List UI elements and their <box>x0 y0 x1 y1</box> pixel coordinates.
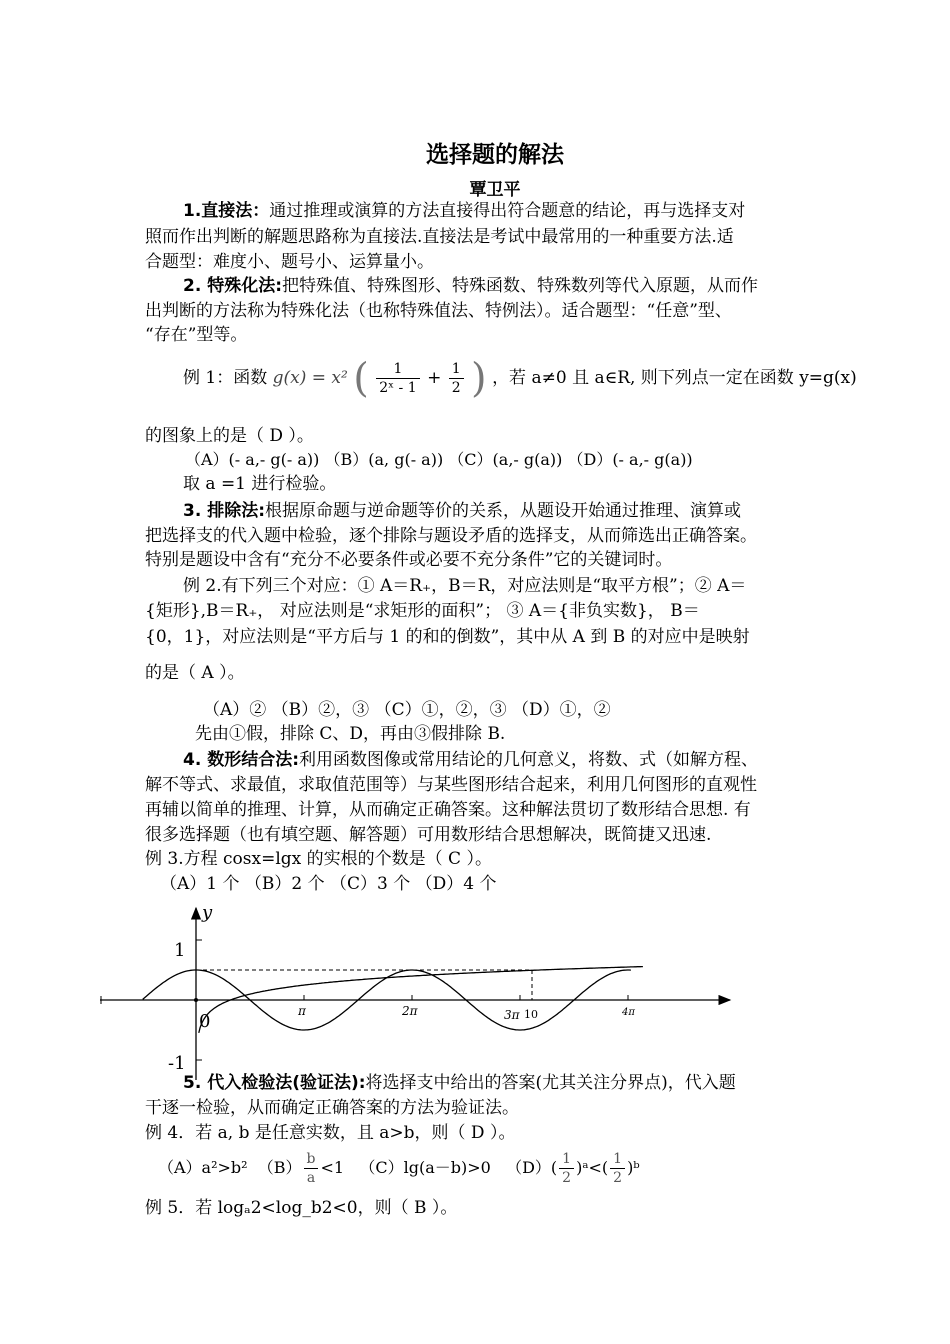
opt-d-frac1-num: 1 <box>559 1150 574 1169</box>
ex4-opt-d-mid: )ᵃ<( <box>576 1158 609 1177</box>
sec2-line1: 把特殊值、特殊图形、特殊函数、特殊数列等代入原题，从而作 <box>282 276 759 296</box>
sec5-heading: 5. 代入检验法(验证法): <box>183 1073 366 1093</box>
sec3-heading: 3. 排除法: <box>183 501 266 521</box>
frac2-den: 2 <box>451 380 461 396</box>
ex2-hint: 先由①假，排除 C、D，再由③假排除 B. <box>195 724 506 744</box>
left-paren: ( <box>353 355 369 402</box>
x-tick-label-2pi: 2π <box>402 1004 418 1018</box>
ex4-opt-c: （C）lg(a－b)>0 <box>359 1158 491 1177</box>
sec1-line1: 通过推理或演算的方法直接得出符合题意的结论，再与选择支对 <box>269 201 746 221</box>
ex2-line4: 的是（ A ）。 <box>145 663 245 683</box>
ex4-opt-b-suffix: <1 <box>320 1158 345 1177</box>
ex4-opt-d-frac1 <box>559 1150 574 1187</box>
y-tick-label-neg1: -1 <box>168 1053 186 1074</box>
ex1-line2: 的图象上的是（ D ）。 <box>145 426 314 446</box>
sec1-line2: 照而作出判断的解题思路称为直接法.直接法是考试中最常用的一种重要方法.适 <box>145 227 734 247</box>
ex4-opt-b-frac <box>304 1150 319 1187</box>
ex1-formula-lhs: g(x) = x² <box>272 368 348 388</box>
sec5-line1: 将选择支中给出的答案(尤其关注分界点)，代入题 <box>365 1073 736 1093</box>
ex4-options <box>158 1148 640 1188</box>
ex2-line3: {0，1}，对应法则是“平方后与 1 的和的倒数”，其中从 A 到 B 的对应中是映射 <box>145 627 750 647</box>
opt-d-frac2-num: 1 <box>610 1150 625 1169</box>
ex1-options: （A）(- a,- g(- a)) （B）(a, g(- a)) （C）(a,- g(a)) （D）(- a,- g(a)) <box>185 450 693 469</box>
origin-dot <box>194 998 198 1002</box>
x-tick-label-10: 10 <box>524 1008 538 1021</box>
ex5-line1: 例 5．若 logₐ2<log_b2<0，则（ B ）。 <box>145 1198 458 1218</box>
sec5-line2: 干逐一检验，从而确定正确答案的方法为验证法。 <box>145 1098 519 1118</box>
sec4-line1: 利用函数图像或常用结论的几何意义，将数、式（如解方程、 <box>299 750 759 770</box>
ex1-prefix: 例 1：函数 <box>183 368 268 388</box>
sec4-heading: 4. 数形结合法: <box>183 750 300 770</box>
ex1-hint: 取 a =1 进行检验。 <box>183 474 337 494</box>
frac1-den: 2ˣ - 1 <box>379 380 417 396</box>
sec2-line3: “存在”型等。 <box>145 325 248 345</box>
ex4-opt-b-prefix: （B） <box>257 1158 302 1177</box>
sec4-line4: 很多选择题（也有填空题、解答题）可用数形结合思想解决，既简捷又迅速. <box>145 825 712 845</box>
x-tick-label-pi: π <box>298 1004 306 1018</box>
opt-b-den: a <box>306 1170 316 1186</box>
opt-d-frac1-den: 2 <box>562 1170 572 1186</box>
sec3-line1: 根据原命题与逆命题等价的关系，从题设开始通过推理、演算或 <box>265 501 742 521</box>
sec1-heading: 1.直接法： <box>183 201 270 221</box>
sec3-line2: 把选择支的代入题中检验，逐个排除与题设矛盾的选择支，从而筛选出正确答案。 <box>145 526 757 546</box>
ex1-suffix: ，若 a≠0 且 a∈R, 则下列点一定在函数 y=g(x) <box>492 368 857 388</box>
x-tick-label-3pi: 3π <box>504 1008 520 1022</box>
ex2-options: （A）② （B）②，③ （C）①，②，③ （D）①，② <box>203 700 611 720</box>
sec2-line2: 出判断的方法称为特殊化法（也称特殊值法、特例法）。适合题型：“任意”型、 <box>145 301 732 321</box>
ex4-opt-d-suffix: )ᵇ <box>627 1158 640 1177</box>
y-tick-label-1: 1 <box>174 940 186 961</box>
page-title: 选择题的解法 <box>426 142 564 168</box>
author: 覃卫平 <box>469 180 521 200</box>
y-axis-label: y <box>202 902 213 923</box>
ex2-line1: 例 2.有下列三个对应：① A＝R₊，B＝R，对应法则是“取平方根”；② A＝ <box>183 576 747 596</box>
ex4-line1: 例 4．若 a, b 是任意实数，且 a>b，则（ D ）。 <box>145 1123 516 1143</box>
frac1-num: 1 <box>376 360 419 379</box>
origin-label: 0 <box>199 1011 211 1032</box>
ex4-opt-a: （A）a²>b² <box>158 1158 248 1177</box>
sec5-paragraph <box>183 1071 736 1095</box>
sec4-line2: 解不等式、求最值，求取值范围等）与某些图形结合起来，利用几何图形的直观性 <box>145 775 757 795</box>
sec3-line3: 特别是题设中含有“充分不必要条件或必要不充分条件”它的关键词时。 <box>145 550 673 570</box>
ex2-line2: {矩形},B＝R₊， 对应法则是“求矩形的面积”； ③ A＝{非负实数}， B＝ <box>145 601 700 621</box>
sec2-heading: 2. 特殊化法: <box>183 276 283 296</box>
ex4-opt-d-frac2 <box>610 1150 625 1187</box>
right-paren: ) <box>471 355 487 402</box>
ex3-options: （A）1 个 （B）2 个 （C）3 个 （D）4 个 <box>160 874 497 894</box>
frac2-num: 1 <box>449 360 464 379</box>
sec1-line3: 合题型：难度小、题号小、运算量小。 <box>145 252 434 272</box>
ex4-opt-d-prefix: （D）( <box>506 1158 558 1177</box>
plus-sign: + <box>427 368 442 388</box>
x-tick-label-4pi: 4π <box>622 1007 635 1018</box>
opt-d-frac2-den: 2 <box>613 1170 623 1186</box>
ex3-line1: 例 3.方程 cosx=lgx 的实根的个数是（ C ）。 <box>145 849 492 869</box>
sec4-line3: 再辅以简单的推理、计算，从而确定正确答案。这种解法贯切了数形结合思想. 有 <box>145 800 751 820</box>
opt-b-num: b <box>304 1150 319 1169</box>
